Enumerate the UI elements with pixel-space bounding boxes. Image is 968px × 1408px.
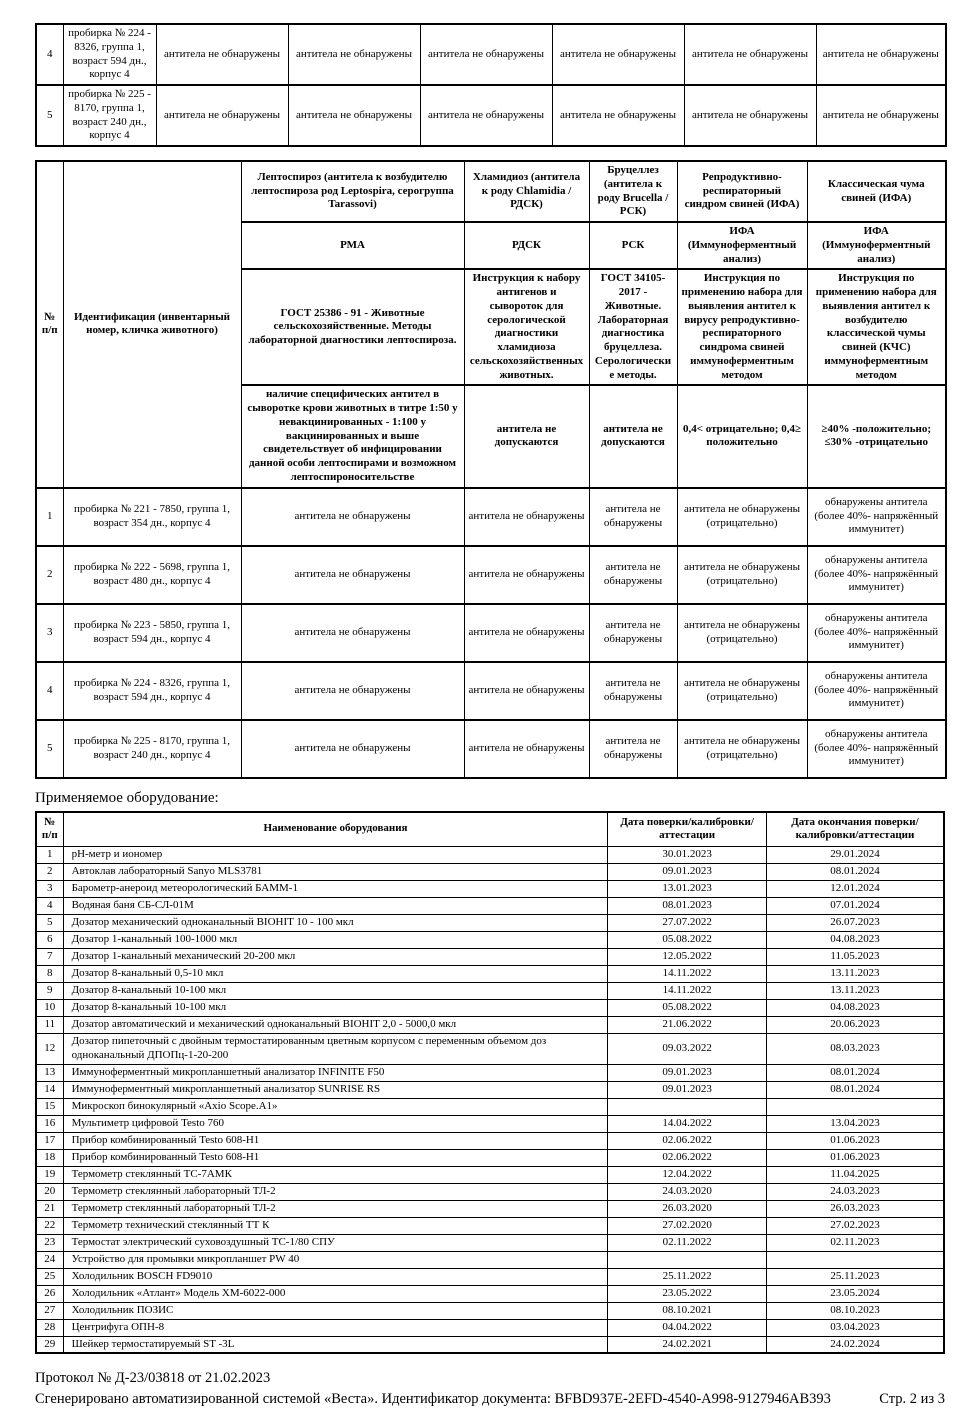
result-cell: антитела не обнаружены <box>552 85 684 146</box>
equipment-row <box>36 1034 944 1065</box>
calibration-end-date-cell: 26.07.2023 <box>766 915 944 932</box>
calibration-end-date-cell: 26.03.2023 <box>766 1200 944 1217</box>
standard-header-cell: Инструкция по применению набора для выявления антител к вирусу репродуктивно-респираторного синдрома свиней иммуноферментным методом <box>677 269 807 385</box>
sample-id-cell: пробирка № 221 - 7850, группа 1, возраст 354 дн., корпус 4 <box>63 488 241 546</box>
equipment-name-cell: Термометр стеклянный лабораторный ТЛ-2 <box>63 1183 608 1200</box>
equipment-header-row <box>36 812 944 847</box>
equipment-name-cell: Термометр стеклянный лабораторный ТЛ-2 <box>63 1200 608 1217</box>
protocol-number-line: Протокол № Д-23/03818 от 21.02.2023 <box>35 1370 271 1387</box>
method-header-cell: РДСК <box>464 222 589 269</box>
criteria-header-cell: антитела не допускаются <box>589 385 677 487</box>
equipment-name-cell: Водяная баня СБ-СЛ-01М <box>63 898 608 915</box>
equipment-name-cell: Микроскоп бинокулярный «Axio Scope.A1» <box>63 1098 608 1115</box>
equipment-row <box>36 864 944 881</box>
equipment-name-cell: Дозатор механический одноканальный BIOHIT 10 - 100 мкл <box>63 915 608 932</box>
standard-header-cell: Инструкция по применению набора для выявления антител к возбудителю классической чумы свиней (КЧС) иммуноферментным методом <box>807 269 946 385</box>
equipment-name-cell: Дозатор автоматический и механический одноканальный BIOHIT 2,0 - 5000,0 мкл <box>63 1017 608 1034</box>
result-cell: обнаружены антитела (более 40%- напряжённый иммунитет) <box>807 546 946 604</box>
calibration-end-date-column-header: Дата окончания поверки/калибровки/аттестации <box>766 812 944 847</box>
sample-id-cell: пробирка № 225 - 8170, группа 1, возраст 240 дн., корпус 4 <box>63 85 156 146</box>
standard-header-cell: ГОСТ 34105-2017 - Животные. Лабораторная диагностика бруцеллеза. Серологические методы. <box>589 269 677 385</box>
result-cell: обнаружены антитела (более 40%- напряжённый иммунитет) <box>807 604 946 662</box>
row-number-cell: 14 <box>36 1081 63 1098</box>
row-number-cell: 27 <box>36 1302 63 1319</box>
equipment-row <box>36 983 944 1000</box>
calibration-end-date-cell: 11.05.2023 <box>766 949 944 966</box>
row-number-cell: 10 <box>36 1000 63 1017</box>
calibration-date-cell: 09.01.2023 <box>608 1081 767 1098</box>
row-number-cell: 1 <box>36 847 63 864</box>
equipment-section-title: Применяемое оборудование: <box>35 789 219 806</box>
row-number-cell: 6 <box>36 932 63 949</box>
equipment-name-cell: Термостат электрический суховоздушный ТС-1/80 СПУ <box>63 1234 608 1251</box>
result-cell: антитела не обнаружены <box>156 85 288 146</box>
equipment-row <box>36 1149 944 1166</box>
equipment-row <box>36 1000 944 1017</box>
disease-header-cell: Лептоспироз (антитела к возбудителю лептоспироза род Leptospira, серогруппа Tarassovi) <box>241 161 464 222</box>
method-header-cell: ИФА (Иммуноферментный анализ) <box>807 222 946 269</box>
method-header-cell: ИФА (Иммуноферментный анализ) <box>677 222 807 269</box>
result-cell: антитела не обнаружены <box>589 720 677 778</box>
calibration-date-cell: 12.04.2022 <box>608 1166 767 1183</box>
calibration-date-cell: 24.02.2021 <box>608 1336 767 1353</box>
result-cell: антитела не обнаружены <box>684 85 816 146</box>
equipment-row <box>36 898 944 915</box>
equipment-row <box>36 1115 944 1132</box>
result-cell: антитела не обнаружены (отрицательно) <box>677 604 807 662</box>
criteria-header-cell: антитела не допускаются <box>464 385 589 487</box>
disease-header-cell: Классическая чума свиней (ИФА) <box>807 161 946 222</box>
calibration-date-cell: 08.10.2021 <box>608 1302 767 1319</box>
calibration-date-cell: 27.02.2020 <box>608 1217 767 1234</box>
equipment-name-cell: Холодильник «Атлант» Модель ХМ-6022-000 <box>63 1285 608 1302</box>
row-number-cell: 25 <box>36 1268 63 1285</box>
row-number-cell: 19 <box>36 1166 63 1183</box>
disease-header-row <box>36 161 946 222</box>
calibration-end-date-cell: 08.01.2024 <box>766 864 944 881</box>
result-cell: антитела не обнаружены <box>241 720 464 778</box>
document-page <box>35 23 945 1408</box>
result-cell: антитела не обнаружены <box>816 85 946 146</box>
calibration-date-cell: 25.11.2022 <box>608 1268 767 1285</box>
result-cell: антитела не обнаружены <box>288 85 420 146</box>
calibration-date-cell: 09.01.2023 <box>608 864 767 881</box>
equipment-name-cell: Холодильник BOSCH FD9010 <box>63 1268 608 1285</box>
result-cell: антитела не обнаружены <box>241 662 464 720</box>
row-number-cell: 4 <box>36 24 63 85</box>
calibration-date-cell: 14.04.2022 <box>608 1115 767 1132</box>
disease-header-cell: Хламидиоз (антитела к роду Chlamidia / РДСК) <box>464 161 589 222</box>
row-number-cell: 26 <box>36 1285 63 1302</box>
equipment-row <box>36 1234 944 1251</box>
calibration-date-cell: 09.03.2022 <box>608 1034 767 1065</box>
result-cell: антитела не обнаружены <box>241 488 464 546</box>
sample-result-row <box>36 604 946 662</box>
equipment-row <box>36 1183 944 1200</box>
result-cell: антитела не обнаружены <box>464 546 589 604</box>
page-number: Стр. 2 из 3 <box>879 1391 945 1408</box>
row-number-cell: 9 <box>36 983 63 1000</box>
calibration-date-cell: 02.11.2022 <box>608 1234 767 1251</box>
num-column-header: № п/п <box>36 161 63 488</box>
row-number-cell: 5 <box>36 720 63 778</box>
equipment-name-cell: Термометр технический стеклянный ТТ К <box>63 1217 608 1234</box>
result-cell: антитела не обнаружены <box>816 24 946 85</box>
calibration-end-date-cell: 29.01.2024 <box>766 847 944 864</box>
row-number-cell: 16 <box>36 1115 63 1132</box>
equipment-row <box>36 881 944 898</box>
result-cell: антитела не обнаружены <box>589 604 677 662</box>
equipment-row <box>36 966 944 983</box>
equipment-name-cell: Устройство для промывки микропланшет PW 40 <box>63 1251 608 1268</box>
equipment-row <box>36 1166 944 1183</box>
calibration-date-cell: 05.08.2022 <box>608 932 767 949</box>
row-number-cell: 2 <box>36 864 63 881</box>
calibration-end-date-cell: 25.11.2023 <box>766 1268 944 1285</box>
calibration-date-cell: 08.01.2023 <box>608 898 767 915</box>
equipment-name-cell: Дозатор 8-канальный 0,5-10 мкл <box>63 966 608 983</box>
equipment-row <box>36 949 944 966</box>
serology-results-table <box>35 160 947 779</box>
sample-result-row <box>36 546 946 604</box>
result-cell: антитела не обнаружены <box>156 24 288 85</box>
calibration-end-date-cell: 13.04.2023 <box>766 1115 944 1132</box>
row-number-cell: 28 <box>36 1319 63 1336</box>
calibration-date-cell: 26.03.2020 <box>608 1200 767 1217</box>
criteria-header-cell: 0,4< отрицательно; 0,4≥ положительно <box>677 385 807 487</box>
equipment-row <box>36 1200 944 1217</box>
calibration-date-cell: 04.04.2022 <box>608 1319 767 1336</box>
equipment-name-cell: Холодильник ПОЗИС <box>63 1302 608 1319</box>
row-number-cell: 4 <box>36 662 63 720</box>
equipment-name-cell: Прибор комбинированный Testo 608-H1 <box>63 1149 608 1166</box>
equipment-table <box>35 811 945 1355</box>
result-cell: антитела не обнаружены <box>420 85 552 146</box>
equipment-row <box>36 1132 944 1149</box>
calibration-end-date-cell: 07.01.2024 <box>766 898 944 915</box>
equipment-name-cell: Дозатор 1-канальный механический 20-200 мкл <box>63 949 608 966</box>
result-cell: антитела не обнаружены <box>420 24 552 85</box>
equipment-name-cell: Иммуноферментный микропланшетный анализатор INFINITE F50 <box>63 1064 608 1081</box>
result-cell: антитела не обнаружены <box>241 546 464 604</box>
sample-id-cell: пробирка № 222 - 5698, группа 1, возраст 480 дн., корпус 4 <box>63 546 241 604</box>
result-cell: антитела не обнаружены <box>241 604 464 662</box>
equipment-name-cell: Прибор комбинированный Testo 608-H1 <box>63 1132 608 1149</box>
result-cell: антитела не обнаружены <box>464 720 589 778</box>
calibration-date-column-header: Дата поверки/калибровки/аттестации <box>608 812 767 847</box>
equipment-row <box>36 1081 944 1098</box>
row-number-cell: 17 <box>36 1132 63 1149</box>
calibration-date-cell: 05.08.2022 <box>608 1000 767 1017</box>
calibration-end-date-cell: 13.11.2023 <box>766 966 944 983</box>
results-continuation-table <box>35 23 947 147</box>
row-number-cell: 12 <box>36 1034 63 1065</box>
result-cell: обнаружены антитела (более 40%- напряжённый иммунитет) <box>807 488 946 546</box>
equipment-name-cell: Шейкер термостатируемый ST -3L <box>63 1336 608 1353</box>
calibration-end-date-cell: 11.04.2025 <box>766 1166 944 1183</box>
equipment-row <box>36 1319 944 1336</box>
calibration-date-cell: 13.01.2023 <box>608 881 767 898</box>
calibration-date-cell <box>608 1098 767 1115</box>
equipment-row <box>36 915 944 932</box>
calibration-date-cell: 23.05.2022 <box>608 1285 767 1302</box>
equipment-name-cell: Дозатор 8-канальный 10-100 мкл <box>63 1000 608 1017</box>
calibration-date-cell: 27.07.2022 <box>608 915 767 932</box>
method-header-cell: РМА <box>241 222 464 269</box>
calibration-end-date-cell: 24.03.2023 <box>766 1183 944 1200</box>
row-number-cell: 22 <box>36 1217 63 1234</box>
sample-result-row <box>36 662 946 720</box>
calibration-end-date-cell <box>766 1098 944 1115</box>
sample-id-cell: пробирка № 223 - 5850, группа 1, возраст 594 дн., корпус 4 <box>63 604 241 662</box>
criteria-header-cell: наличие специфических антител в сыворотке крови животных в титре 1:50 у невакцинированных - 1:100 у вакцинированных и выше свидетельствует об инфицировании данной особи лептоспирами и возможном лептоспироносительстве <box>241 385 464 487</box>
identification-column-header: Идентификация (инвентарный номер, кличка животного) <box>63 161 241 488</box>
equipment-name-cell: Дозатор 1-канальный 100-1000 мкл <box>63 932 608 949</box>
result-cell: антитела не обнаружены <box>464 662 589 720</box>
result-cell: антитела не обнаружены (отрицательно) <box>677 720 807 778</box>
equipment-name-cell: Дозатор 8-канальный 10-100 мкл <box>63 983 608 1000</box>
calibration-end-date-cell: 08.10.2023 <box>766 1302 944 1319</box>
equipment-row <box>36 1336 944 1353</box>
calibration-end-date-cell: 24.02.2024 <box>766 1336 944 1353</box>
calibration-end-date-cell: 23.05.2024 <box>766 1285 944 1302</box>
sample-result-row <box>36 24 946 85</box>
equipment-name-cell: Центрифуга ОПН-8 <box>63 1319 608 1336</box>
generated-by-line: Сгенерировано автоматизированной системой «Веста». Идентификатор документа: BFBD937E-2EFD-4540-A998-9127946AB393 <box>35 1391 831 1408</box>
equipment-row <box>36 1017 944 1034</box>
calibration-date-cell: 30.01.2023 <box>608 847 767 864</box>
calibration-date-cell: 14.11.2022 <box>608 983 767 1000</box>
disease-header-cell: Репродуктивно-респираторный синдром свиней (ИФА) <box>677 161 807 222</box>
sample-result-row <box>36 488 946 546</box>
calibration-end-date-cell: 01.06.2023 <box>766 1132 944 1149</box>
row-number-cell: 18 <box>36 1149 63 1166</box>
equipment-row <box>36 1268 944 1285</box>
calibration-end-date-cell: 04.08.2023 <box>766 932 944 949</box>
calibration-date-cell: 02.06.2022 <box>608 1149 767 1166</box>
calibration-end-date-cell: 20.06.2023 <box>766 1017 944 1034</box>
calibration-date-cell: 24.03.2020 <box>608 1183 767 1200</box>
calibration-end-date-cell: 03.04.2023 <box>766 1319 944 1336</box>
method-header-cell: РСК <box>589 222 677 269</box>
result-cell: антитела не обнаружены <box>288 24 420 85</box>
row-number-cell: 15 <box>36 1098 63 1115</box>
equipment-name-cell: Барометр-анероид метеорологический БАММ-1 <box>63 881 608 898</box>
standard-header-cell: Инструкция к набору антигенов и сывороток для серологической диагностики хламидиоза сельскохозяйственных животных. <box>464 269 589 385</box>
result-cell: антитела не обнаружены <box>589 546 677 604</box>
calibration-end-date-cell: 02.11.2023 <box>766 1234 944 1251</box>
calibration-end-date-cell: 01.06.2023 <box>766 1149 944 1166</box>
result-cell: обнаружены антитела (более 40%- напряжённый иммунитет) <box>807 720 946 778</box>
sample-result-row <box>36 85 946 146</box>
row-number-cell: 4 <box>36 898 63 915</box>
result-cell: антитела не обнаружены (отрицательно) <box>677 546 807 604</box>
equipment-name-cell: Термометр стеклянный ТС-7АМК <box>63 1166 608 1183</box>
row-number-cell: 3 <box>36 604 63 662</box>
equipment-row <box>36 1098 944 1115</box>
sample-id-cell: пробирка № 225 - 8170, группа 1, возраст 240 дн., корпус 4 <box>63 720 241 778</box>
calibration-date-cell <box>608 1251 767 1268</box>
equipment-row <box>36 1217 944 1234</box>
result-cell: антитела не обнаружены <box>464 488 589 546</box>
sample-id-cell: пробирка № 224 - 8326, группа 1, возраст 594 дн., корпус 4 <box>63 662 241 720</box>
result-cell: антитела не обнаружены <box>589 662 677 720</box>
calibration-date-cell: 09.01.2023 <box>608 1064 767 1081</box>
calibration-date-cell: 14.11.2022 <box>608 966 767 983</box>
result-cell: антитела не обнаружены (отрицательно) <box>677 488 807 546</box>
calibration-end-date-cell: 04.08.2023 <box>766 1000 944 1017</box>
equipment-row <box>36 1251 944 1268</box>
equipment-name-cell: Дозатор пипеточный с двойным термостатированным цветным корпусом с переменным объемом доз одноканальный ДПОПц-1-20-200 <box>63 1034 608 1065</box>
row-number-cell: 21 <box>36 1200 63 1217</box>
equipment-row <box>36 1302 944 1319</box>
calibration-end-date-cell: 08.01.2024 <box>766 1081 944 1098</box>
result-cell: обнаружены антитела (более 40%- напряжённый иммунитет) <box>807 662 946 720</box>
row-number-cell: 24 <box>36 1251 63 1268</box>
calibration-end-date-cell: 12.01.2024 <box>766 881 944 898</box>
result-cell: антитела не обнаружены (отрицательно) <box>677 662 807 720</box>
row-number-cell: 20 <box>36 1183 63 1200</box>
result-cell: антитела не обнаружены <box>684 24 816 85</box>
result-cell: антитела не обнаружены <box>552 24 684 85</box>
equipment-name-cell: pH-метр и иономер <box>63 847 608 864</box>
row-number-cell: 2 <box>36 546 63 604</box>
calibration-end-date-cell: 27.02.2023 <box>766 1217 944 1234</box>
calibration-end-date-cell: 13.11.2023 <box>766 983 944 1000</box>
row-number-cell: 8 <box>36 966 63 983</box>
sample-result-row <box>36 720 946 778</box>
row-number-cell: 5 <box>36 85 63 146</box>
standard-header-cell: ГОСТ 25386 - 91 - Животные сельскохозяйственные. Методы лабораторной диагностики лептоспироза. <box>241 269 464 385</box>
equipment-row <box>36 847 944 864</box>
row-number-cell: 29 <box>36 1336 63 1353</box>
calibration-end-date-cell <box>766 1251 944 1268</box>
row-number-cell: 1 <box>36 488 63 546</box>
page-footer <box>35 1370 945 1408</box>
row-number-cell: 5 <box>36 915 63 932</box>
row-number-cell: 7 <box>36 949 63 966</box>
equipment-name-cell: Мультиметр цифровой Testo 760 <box>63 1115 608 1132</box>
equipment-row <box>36 1285 944 1302</box>
num-column-header: № п/п <box>36 812 63 847</box>
calibration-end-date-cell: 08.01.2024 <box>766 1064 944 1081</box>
criteria-header-cell: ≥40% -положительно; ≤30% -отрицательно <box>807 385 946 487</box>
sample-id-cell: пробирка № 224 - 8326, группа 1, возраст 594 дн., корпус 4 <box>63 24 156 85</box>
calibration-date-cell: 12.05.2022 <box>608 949 767 966</box>
equipment-name-cell: Автоклав лабораторный Sanyo MLS3781 <box>63 864 608 881</box>
row-number-cell: 23 <box>36 1234 63 1251</box>
equipment-name-column-header: Наименование оборудования <box>63 812 608 847</box>
result-cell: антитела не обнаружены <box>464 604 589 662</box>
calibration-date-cell: 21.06.2022 <box>608 1017 767 1034</box>
equipment-name-cell: Иммуноферментный микропланшетный анализатор SUNRISE RS <box>63 1081 608 1098</box>
equipment-row <box>36 1064 944 1081</box>
calibration-end-date-cell: 08.03.2023 <box>766 1034 944 1065</box>
calibration-date-cell: 02.06.2022 <box>608 1132 767 1149</box>
result-cell: антитела не обнаружены <box>589 488 677 546</box>
equipment-row <box>36 932 944 949</box>
row-number-cell: 13 <box>36 1064 63 1081</box>
row-number-cell: 11 <box>36 1017 63 1034</box>
row-number-cell: 3 <box>36 881 63 898</box>
disease-header-cell: Бруцеллез (антитела к роду Brucella / РСК) <box>589 161 677 222</box>
